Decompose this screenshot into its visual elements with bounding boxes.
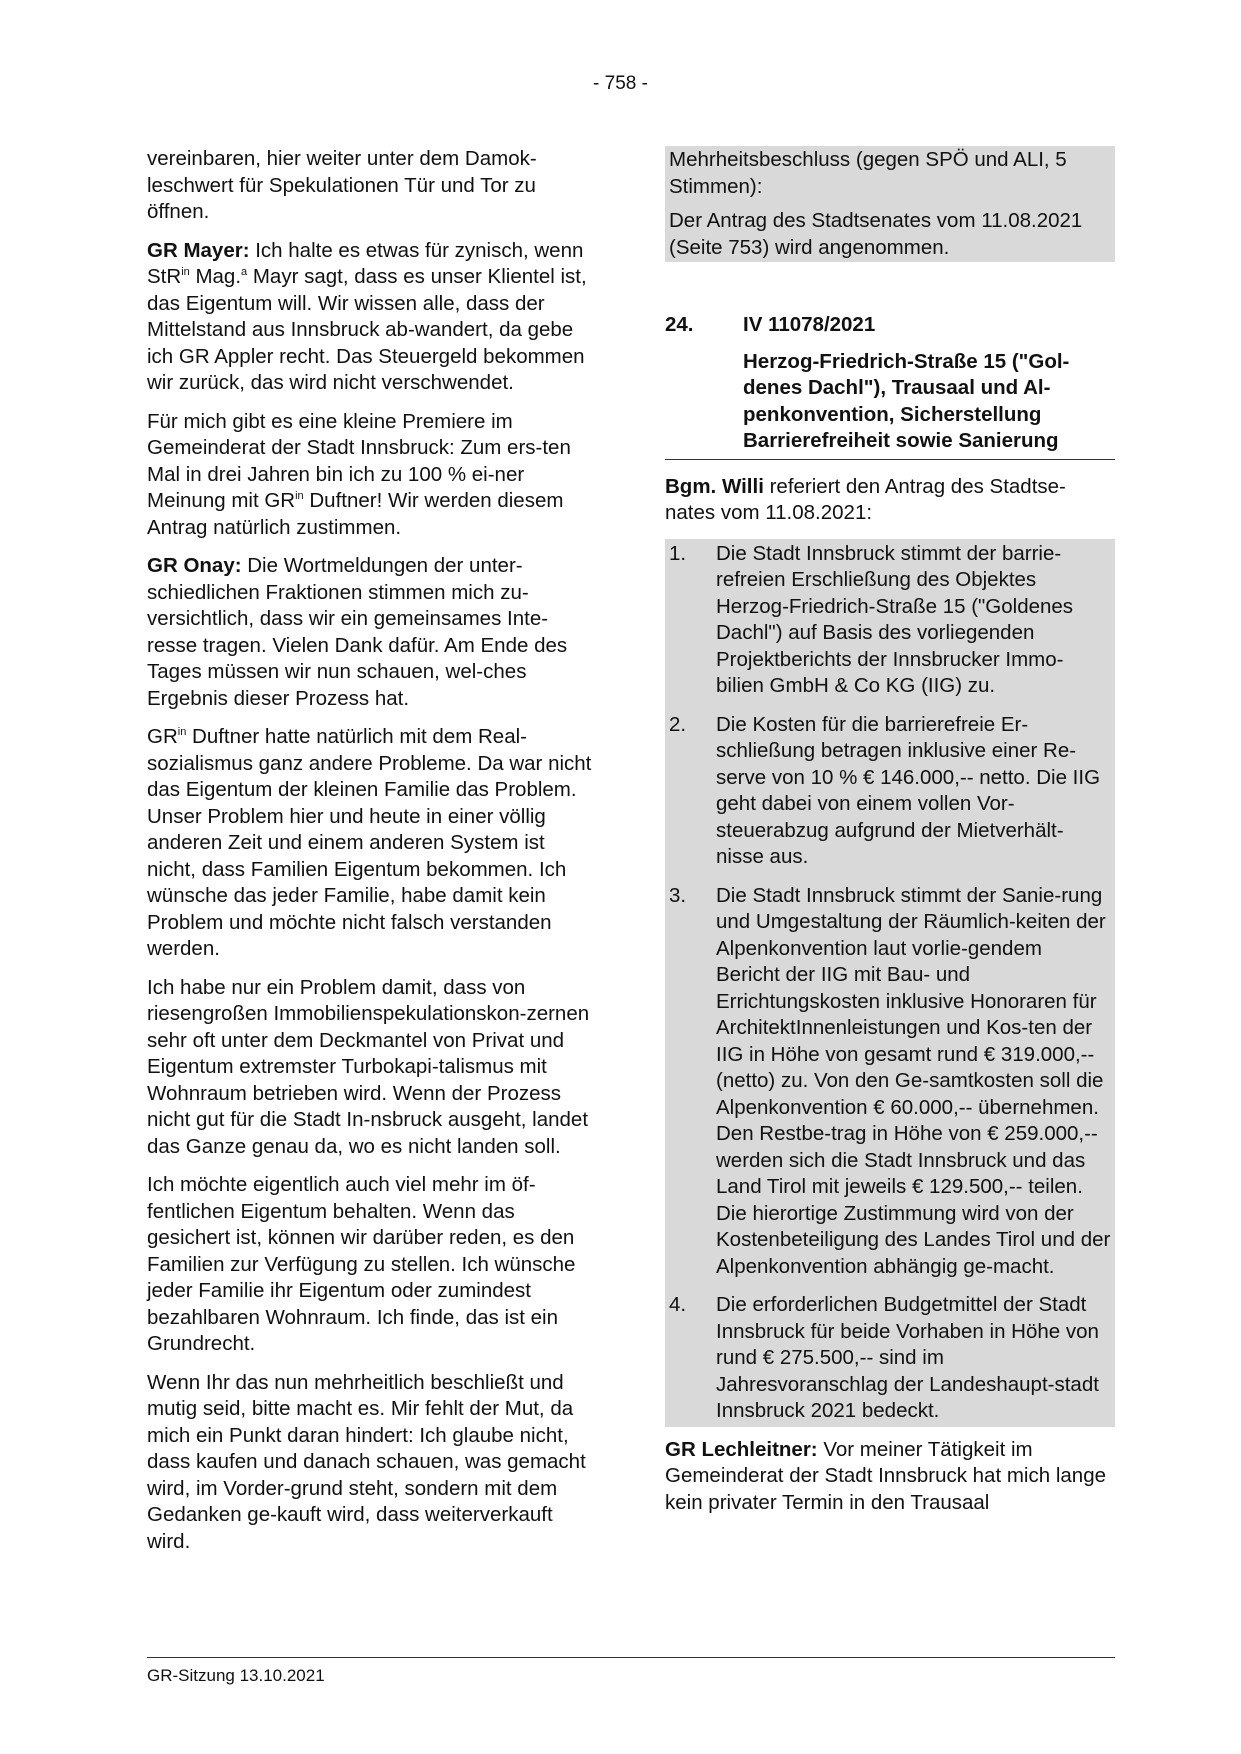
superscript: in: [177, 726, 187, 739]
resolution-text: Der Antrag des Stadtsenates vom 11.08.2021 (Seite 753) wird angenommen.: [669, 209, 1083, 259]
resolution-vote: Mehrheitsbeschluss (gegen SPÖ und ALI, 5 Stimmen):: [669, 148, 1067, 198]
list-item-text: Die erforderlichen Budgetmittel der Stadt Innsbruck für beide Vorhaben in Höhe von rund € 275.500,-- sind im Jahresvoranschlag der Landeshaupt-stadt Innsbruck 2021 bedeckt.: [716, 1293, 1099, 1422]
speaker-name: GR Lechleitner:: [665, 1437, 818, 1461]
list-item: [665, 541, 1115, 700]
list-item-number: 2.: [669, 712, 687, 736]
list-item-text: Die Stadt Innsbruck stimmt der Sanie-rung und Umgestaltung der Räumlich-keiten der Alpenkonvention laut vorlie-gendem Bericht der IIG mit Bau- und Errichtungskosten inklusive Honoraren für ArchitektInnenleistungen und Kos-ten der IIG in Höhe von gesamt rund € 319.000,-- (netto) zu. Von den Ge-samtkosten soll die Alpenkonvention € 60.000,-- übernehmen. Den Restbe-trag in Höhe von € 259.000,-- werden sich die Stadt Innsbruck und das Land Tirol mit jeweils € 129.500,-- teilen. Die hierortige Zustimmung wird von der Kostenbeteiligung des Landes Tirol und der Alpenkonvention abhängig ge-macht.: [716, 883, 1111, 1278]
paragraph-text: GR: [147, 725, 178, 748]
paragraph-intro: [665, 474, 1115, 527]
paragraph-onay: [147, 553, 597, 712]
speaker-name: GR Mayer:: [147, 238, 250, 262]
divider: [665, 459, 1115, 460]
list-item: [665, 712, 1115, 871]
footer-text: GR-Sitzung 13.10.2021: [147, 1666, 325, 1685]
list-item: [665, 883, 1115, 1281]
paragraph-text: Ich halte es etwas für zynisch, wenn StR: [147, 238, 584, 288]
list-item-text: Die Stadt Innsbruck stimmt der barrie-refreien Erschließung des Objektes Herzog-Friedrich-Straße 15 ("Goldenes Dachl") auf Basis des vorliegenden Projektberichts der Innsbrucker Immo-bilien GmbH & Co KG (IIG) zu.: [716, 541, 1074, 697]
paragraph-text: referiert den Antrag des Stadtse-nates vom 11.08.2021:: [665, 474, 1066, 524]
agenda-heading: [665, 312, 1115, 339]
paragraph-text: Duftner hatte natürlich mit dem Real-sozialismus ganz andere Probleme. Da war nicht das Eigentum der kleinen Familie das Problem. Unser Problem hier und heute in einer völlig anderen Zeit und einem anderen System ist nicht, dass Familien Eigentum bekommen. Ich wünsche das jeder Familie, habe damit kein Problem und möchte nicht falsch verstanden werden.: [147, 725, 592, 960]
agenda-reference: IV 11078/2021: [743, 313, 876, 336]
paragraph: [147, 724, 597, 963]
footer-divider: [147, 1657, 1115, 1658]
agenda-title: Herzog-Friedrich-Straße 15 ("Gol-denes Dachl"), Trausaal und Al-penkonvention, Sicherstellung Barrierefreiheit sowie Sanierung: [743, 349, 1070, 452]
speaker-name: GR Onay:: [147, 554, 242, 577]
motion-list: [665, 539, 1115, 1427]
resolution-box: [665, 146, 1115, 262]
paragraph-lechleitner: [665, 1437, 1115, 1517]
list-item-number: 3.: [669, 883, 687, 907]
speaker-name: Bgm. Willi: [665, 474, 764, 498]
paragraph-text: Vor meiner Tätigkeit im Gemeinderat der Stadt Innsbruck hat mich lange kein privater Termin in den Trausaal: [665, 1437, 1106, 1514]
paragraph-mayer: [147, 238, 597, 397]
paragraph-text: Die Wortmeldungen der unter-schiedlichen Fraktionen stimmen mich zu-versichtlich, dass wir ein gemeinsames Inte-resse tragen. Vielen Dank dafür. Am Ende des Tages müssen wir nun schauen, wel-ches Ergebnis dieser Prozess hat.: [147, 554, 568, 710]
paragraph: Ich habe nur ein Problem damit, dass von riesengroßen Immobilienspekulationskon-zernen sehr oft unter dem Deckmantel von Privat und Eigentum extremster Turbokapi-talismus mit Wohnraum betrieben wird. Wenn der Prozess nicht gut für die Stadt In-nsbruck ausgeht, landet das Ganze genau da, wo es nicht landen soll.: [147, 975, 590, 1158]
superscript: in: [295, 490, 304, 503]
agenda-number: 24.: [665, 313, 694, 336]
paragraph: Ich möchte eigentlich auch viel mehr im öf-fentlichen Eigentum behalten. Wenn das gesichert ist, können wir darüber reden, es den Familien zur Verfügung zu stellen. Ich wünsche jeder Familie ihr Eigentum oder zumindest bezahlbaren Wohnraum. Ich finde, das ist ein Grundrecht.: [147, 1173, 576, 1355]
superscript: in: [181, 266, 190, 279]
paragraph-text: Mag.: [189, 265, 242, 288]
list-item-text: Die Kosten für die barrierefreie Er-schließung betragen inklusive einer Re-serve von 10 % € 146.000,-- netto. Die IIG geht dabei von einem vollen Vor-steuerabzug aufgrund der Mietverhält-nisse aus.: [716, 712, 1101, 868]
list-item-number: 4.: [669, 1293, 687, 1316]
paragraph-text: Duftner! Wir werden diesem Antrag natürlich zustimmen.: [147, 489, 564, 539]
list-item: [665, 1292, 1115, 1425]
paragraph-text: Mayr sagt, dass es unser Klientel ist, das Eigentum will. Wir wissen alle, dass der Mittelstand aus Innsbruck ab-wandert, da gebe ich GR Appler recht. Das Steuergeld bekommen wir zurück, das wird nicht verschwendet.: [147, 265, 587, 394]
paragraph: vereinbaren, hier weiter unter dem Damok-leschwert für Spekulationen Tür und Tor zu öffnen.: [147, 147, 537, 223]
page-number: - 758 -: [593, 73, 648, 94]
list-item-number: 1.: [669, 541, 687, 565]
right-column: [665, 146, 1115, 1528]
paragraph: Wenn Ihr das nun mehrheitlich beschließt und mutig seid, bitte macht es. Mir fehlt der Mut, da mich ein Punkt daran hindert: Ich glaube nicht, dass kaufen und danach schauen, was gemacht wird, im Vorder-grund steht, sondern mit dem Gedanken ge-kauft wird, dass weiterverkauft wird.: [147, 1370, 586, 1553]
agenda-item: [665, 312, 1115, 457]
paragraph-text: Für mich gibt es eine kleine Premiere im Gemeinderat der Stadt Innsbruck: Zum ers-ten Mal in drei Jahren bin ich zu 100 % ei-ner Meinung mit GR: [147, 409, 571, 512]
superscript: a: [241, 266, 248, 279]
paragraph: [147, 409, 597, 542]
left-column: [147, 146, 597, 1567]
